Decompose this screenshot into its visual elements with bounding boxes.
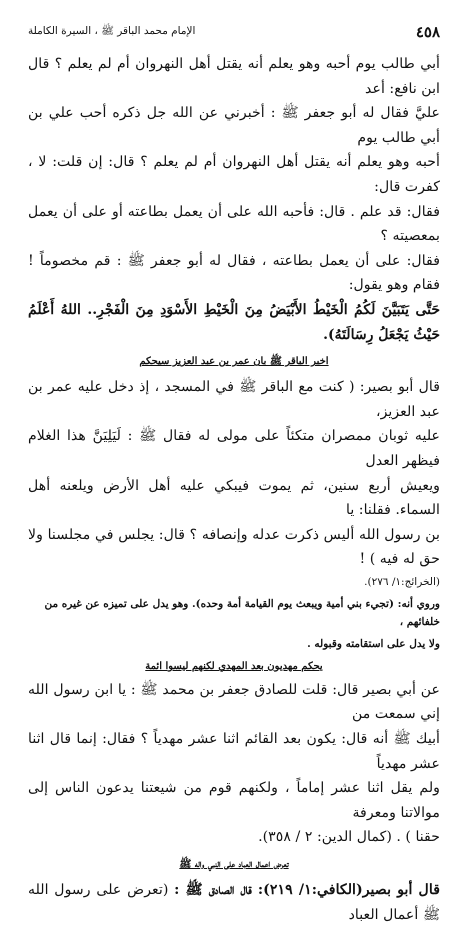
text-line: أحبه وهو يعلم أنه يقتل أهل النهروان أم لم يعلم ؟ قال: إن قلت: لا ، كفرت قال: — [28, 154, 440, 195]
section-heading-3: تعرض اعمال العباد على النبي واله ﷺ — [179, 859, 289, 871]
note-1 — [28, 595, 440, 653]
text-line: قال أبو بصير: ( كنت مع الباقر ﷺ في المسجد ، إذ دخل عليه عمر بن عبد العزيز، — [28, 379, 440, 420]
text-line: فقال: على أن يعمل بطاعته ، فقال له أبو جعفر ﷺ : قم مخصوماً ! فقام وهو يقول: — [28, 252, 440, 294]
section-heading-2: يحكم مهديون بعد المهدي لكنهم ليسوا ائمة — [145, 660, 323, 672]
text-line: بن رسول الله أليس ذكرت عدله وإنصافه ؟ قال: يجلس في مجلسنا ولا حق له فيه ) ! — [28, 526, 440, 568]
section-heading-1: اخبر الباقر ﷺ بان عمر بن عبد العزيز سيحكم — [139, 356, 329, 368]
text-line: عليَّ فقال له أبو جعفر ﷺ : أخبرني عن الله جل ذكره أحب علي بن أبي طالب يوم — [28, 105, 440, 146]
text-line: أبيك ﷺ أنه قال: يكون بعد القائم اثنا عشر مهدياً ؟ فقال: إنما قال اثنا عشر مهدياً — [28, 731, 440, 772]
running-head: الإمام محمد الباقر ﷺ ، السيرة الكاملة — [28, 24, 196, 37]
paragraph-2 — [28, 375, 440, 591]
page-number: ٤٥٨ — [415, 23, 440, 41]
text-line: عليه ثوبان ممصران متكئاً على مولى له فقال ﷺ : لَيَلِيَنَّ هذا الغلام فيظهر العدل — [28, 428, 440, 469]
text-line: عن أبي بصير قال: قلت للصادق جعفر بن محمد ﷺ : يا ابن رسول الله إني سمعت من — [28, 681, 440, 723]
note-line: وروي أنه: (تجيء بني أمية ويبعث يوم القيامة أمة وحده). وهو يدل على تميزه عن غيره من خلفائهم ، — [44, 597, 440, 628]
text-line: حقنا ) . (كمال الدين: ٢ / ٣٥٨). — [258, 829, 440, 846]
paragraph-4-lead: قال أبو بصير(الكافي:١/ ٢١٩): قال الصادق ﷺ : — [174, 882, 440, 899]
note-line: ولا يدل على استقامته وقبوله . — [307, 637, 440, 650]
quran-verse: حَتَّى يَتَبَيَّنَ لَكُمُ الْخَيْطُ الأَبْيَضُ مِنَ الْخَيْطِ الأَسْوَدِ مِنَ الْفَجْرِ.. اللهُ أَعْلَمُ حَيْثُ يَجْعَلُ رِسَالَتَهُ). — [28, 301, 440, 343]
paragraph-4-text: (تعرض على رسول الله ﷺ أعمال العباد — [28, 882, 440, 923]
paragraph-4 — [28, 878, 440, 927]
page-header — [28, 22, 440, 42]
text-line: أبي طالب يوم أحبه وهو يعلم أنه يقتل أهل النهروان أم لم يعلم ؟ قال ابن نافع: أعد — [28, 56, 440, 97]
paragraph-1 — [28, 52, 440, 347]
paragraph-3 — [28, 678, 440, 850]
text-line: ولم يقل اثنا عشر إماماً ، ولكنهم قوم من شيعتنا يدعون الناس إلى موالاتنا ومعرفة — [28, 780, 440, 821]
text-line: ويعيش أربع سنين، ثم يموت فيبكي عليه أهل الأرض ويلعنه أهل السماء. فقلنا: يا — [28, 477, 440, 519]
text-line: فقال: قد علم . قال: فأحبه الله على أن يعمل بطاعته أو على أن يعمل بمعصيته ؟ — [28, 203, 440, 245]
source-citation: (الخرائج:١/ ٢٧٦). — [364, 575, 440, 588]
